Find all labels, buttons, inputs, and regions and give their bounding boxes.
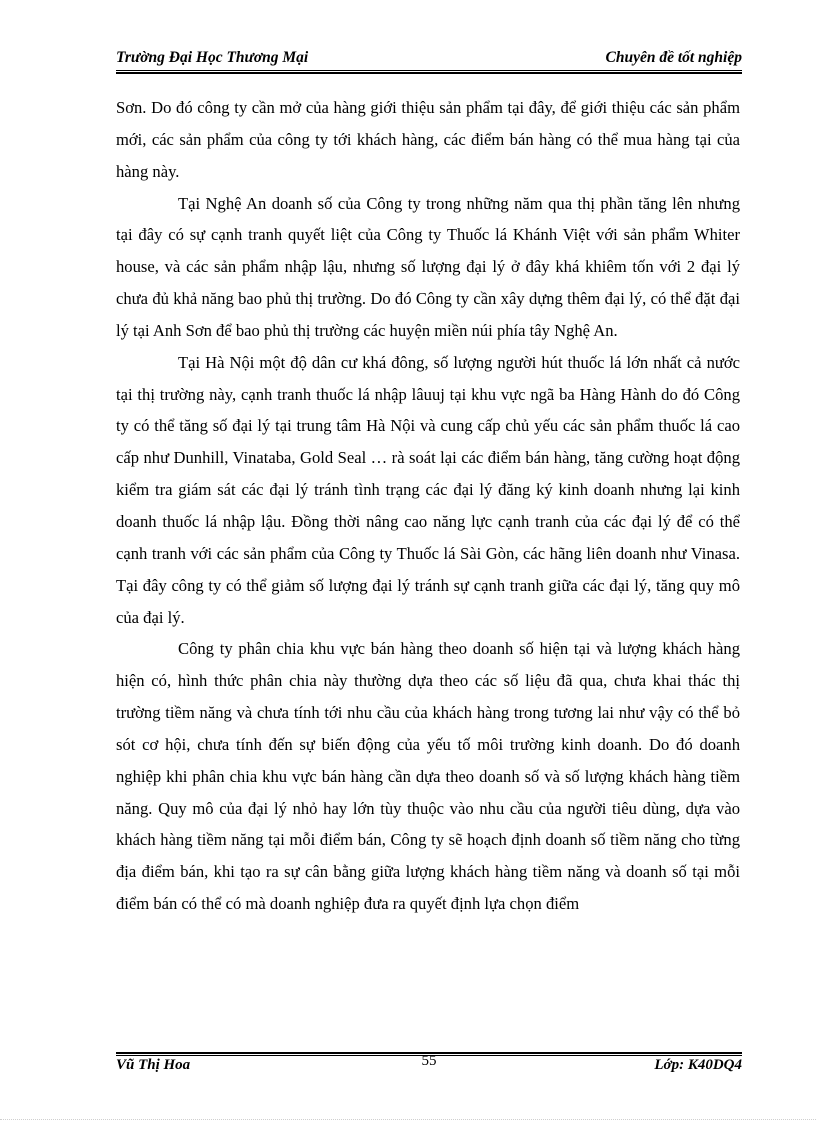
footer-author: Vũ Thị Hoa <box>116 1057 191 1073</box>
page-footer <box>116 1055 742 1079</box>
page-bottom-edge <box>0 1119 816 1120</box>
page-header <box>116 47 742 71</box>
page-number: 55 <box>421 1053 437 1069</box>
footer-class: Lớp: K40DQ4 <box>654 1057 742 1073</box>
header-school-name: Trường Đại Học Thương Mại <box>116 49 309 66</box>
paragraph-4: Công ty phân chia khu vực bán hàng theo doanh số hiện tại và lượng khách hàng hiện có, hình thức phân chia này thường dựa theo các số liệu đã qua, chưa khai thác thị trường tiềm năng và chưa tính tới nhu cầu của khách hàng trong tương lai như vậy có thể bỏ sót cơ hội, chưa tính đến sự biến động của yếu tố môi trường kinh doanh. Do đó doanh nghiệp khi phân chia khu vực bán hàng cần dựa theo doanh số và số lượng khách hàng tiềm năng. Quy mô của đại lý nhỏ hay lớn tùy thuộc vào nhu cầu của người tiêu dùng, dựa vào khách hàng tiềm năng tại mỗi điểm bán, Công ty sẽ hoạch định doanh số tiềm năng cho từng địa điểm bán, khi tạo ra sự cân bằng giữa lượng khách hàng tiềm năng và doanh số tại mỗi điểm bán có thể có mà doanh nghiệp đưa ra quyết định lựa chọn điểm <box>116 639 740 914</box>
paragraph-1: Sơn. Do đó công ty cần mở của hàng giới thiệu sản phẩm tại đây, để giới thiệu các sản phẩm mới, các sản phẩm của công ty tới khách hàng, các điểm bán hàng có thể mua hàng tại của hàng này. <box>116 98 740 181</box>
paragraph-2: Tại Nghệ An doanh số của Công ty trong những năm qua thị phần tăng lên nhưng tại đây có sự cạnh tranh quyết liệt của Công ty Thuốc lá Khánh Việt với sản phẩm Whiter house, và các sản phẩm nhập lậu, nhưng số lượng đại lý ở đây khá khiêm tốn với 2 đại lý chưa đủ khả năng bao phủ thị trường. Do đó Công ty cần xây dựng thêm đại lý, có thể đặt đại lý tại Anh Sơn để bao phủ thị trường các huyện miền núi phía tây Nghệ An. <box>116 193 740 340</box>
paragraph-3: Tại Hà Nội một độ dân cư khá đông, số lượng người hút thuốc lá lớn nhất cả nước tại thị trường này, cạnh tranh thuốc lá nhập lâuuj tại khu vực ngã ba Hàng Hành do đó Công ty có thể tăng số đại lý tại trung tâm Hà Nội và cung cấp chủ yếu các sản phẩm thuốc lá cao cấp như Dunhill, Vinataba, Gold Seal … rà soát lại các điểm bán hàng, tăng cường hoạt động kiểm tra giám sát các đại lý tránh tình trạng các đại lý đăng ký kinh doanh nhưng lại kinh doanh thuốc lá nhập lậu. Đồng thời nâng cao năng lực cạnh tranh của các đại lý để có thể cạnh tranh với các sản phẩm của Công ty Thuốc lá Sài Gòn, các hãng liên doanh như Vinasa. Tại đây công ty có thể giảm số lượng đại lý tránh sự cạnh tranh giữa các đại lý, tăng quy mô của đại lý. <box>116 352 740 627</box>
header-divider <box>116 70 742 74</box>
body-text <box>116 92 740 920</box>
header-document-type: Chuyên đề tốt nghiệp <box>605 49 742 66</box>
